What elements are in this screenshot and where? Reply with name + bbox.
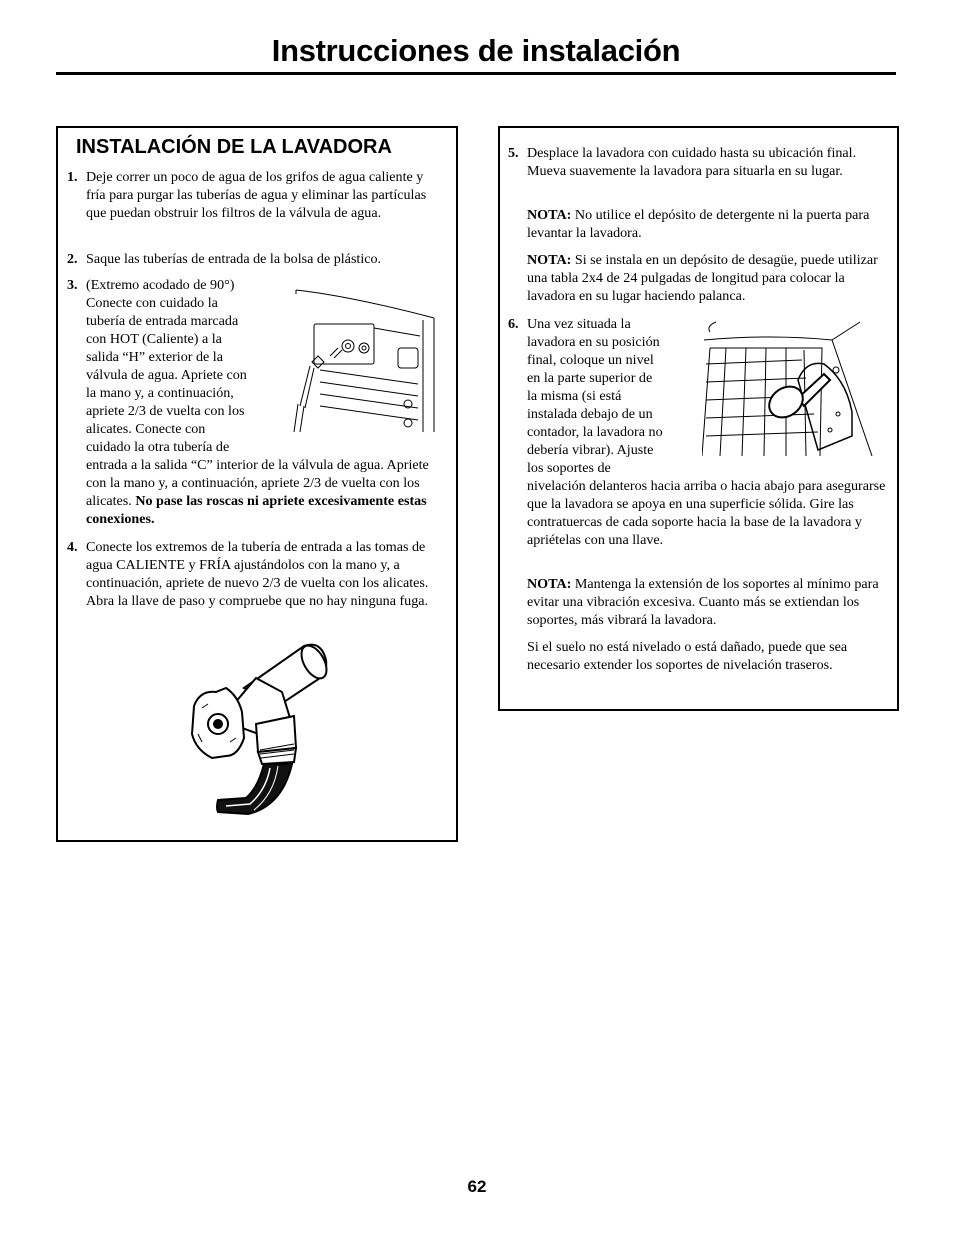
step-text: Deje correr un poco de agua de los grifos de agua caliente y fría para purgar las tuberías de agua y eliminar las partículas que puedan obstruir los filtros de la válvula de agua. [86,169,427,221]
text-line: final, coloque un nivel [527,352,654,368]
note-text: Mantenga la extensión de los soportes al mínimo para evitar una vibración excesiva. Cuanto más se extiendan los soportes, más vibrará la lavadora. [527,576,879,628]
step-text: nivelación delanteros hacia arriba o hacia abajo para asegurarse que la lavadora se apoya en una superficie sólida. Gire las contratuercas de cada soporte hacia la base de la lavadora y apriételas con una llave. [527,478,886,548]
section-heading: INSTALACIÓN DE LA LAVADORA [76,136,392,158]
leveling-paragraph [527,638,889,674]
text-line: instalada debajo de un [527,406,653,422]
text-line: debería vibrar). Ajuste [527,442,654,458]
text-line: contador, la lavadora no [527,424,663,440]
text-line: cuidado la otra tubería de [86,439,230,455]
paragraph-text: Si el suelo no está nivelado o está dañado, puede que sea necesario extender los soportes de nivelación traseros. [527,639,848,673]
text-line: lavadora en su posición [527,334,660,350]
water-faucet-illustration [186,638,336,818]
step-number: 4. [67,539,78,555]
text-line: la mano y, a continuación, [86,385,234,401]
installation-section [56,126,458,842]
step-text: entrada a la salida “C” interior de la válvula de agua. Apriete con la mano y, a continuación, apriete 2/3 de vuelta con los alicates. [86,457,429,509]
page-number: 62 [467,1177,487,1196]
note-1 [527,206,887,242]
step-number: 6. [508,316,519,332]
leveling-leg-illustration [702,320,876,456]
text-line: en la parte superior de [527,370,653,386]
step-text: Desplace la lavadora con cuidado hasta su ubicación final. Mueva suavemente la lavadora para situarla en su lugar. [527,145,857,179]
text-line: alicates. Conecte con [86,421,206,437]
text-line: (Extremo acodado de 90°) [86,277,235,293]
note-text: Si se instala en un depósito de desagüe, puede utilizar una tabla 2x4 de 24 pulgadas de longitud para colocar la lavadora en su lugar haciendo palanca. [527,252,878,304]
page-title: Instrucciones de instalación [56,30,896,75]
step-1 [67,168,431,222]
text-line: apriete 2/3 de vuelta con los [86,403,245,419]
step-4 [67,538,444,610]
step-number: 3. [67,277,78,293]
step-text: Conecte los extremos de la tubería de entrada a las tomas de agua CALIENTE y FRÍA ajustándolos con la mano y, a continuación, apriete de nuevo 2/3 de vuelta con los alicates. Abra la llave de paso y compruebe que no hay ninguna fuga. [86,539,429,609]
step-2 [67,250,431,268]
text-line: Una vez situada la [527,316,631,332]
step-5 [508,144,887,180]
washer-valve-illustration [290,286,438,432]
text-line: la misma (si está [527,388,622,404]
text-line: los soportes de [527,460,611,476]
text-line: salida “H” exterior de la [86,349,223,365]
step-text: Saque las tuberías de entrada de la bolsa de plástico. [86,251,382,267]
step-number: 5. [508,145,519,161]
note-label: NOTA: [527,576,572,592]
text-line: con HOT (Caliente) a la [86,331,222,347]
note-3 [527,575,889,629]
note-label: NOTA: [527,252,572,268]
text-line: tubería de entrada marcada [86,313,239,329]
leveling-section [498,126,899,711]
text-line: válvula de agua. Apriete con [86,367,247,383]
note-label: NOTA: [527,207,572,223]
text-line: Conecte con cuidado la [86,295,218,311]
note-2 [527,251,887,305]
step-number: 2. [67,251,78,267]
step-number: 1. [67,169,78,185]
warning-text: No pase las roscas ni apriete excesivamente estas conexiones. [86,493,427,527]
note-text: No utilice el depósito de detergente ni la puerta para levantar la lavadora. [527,207,870,241]
